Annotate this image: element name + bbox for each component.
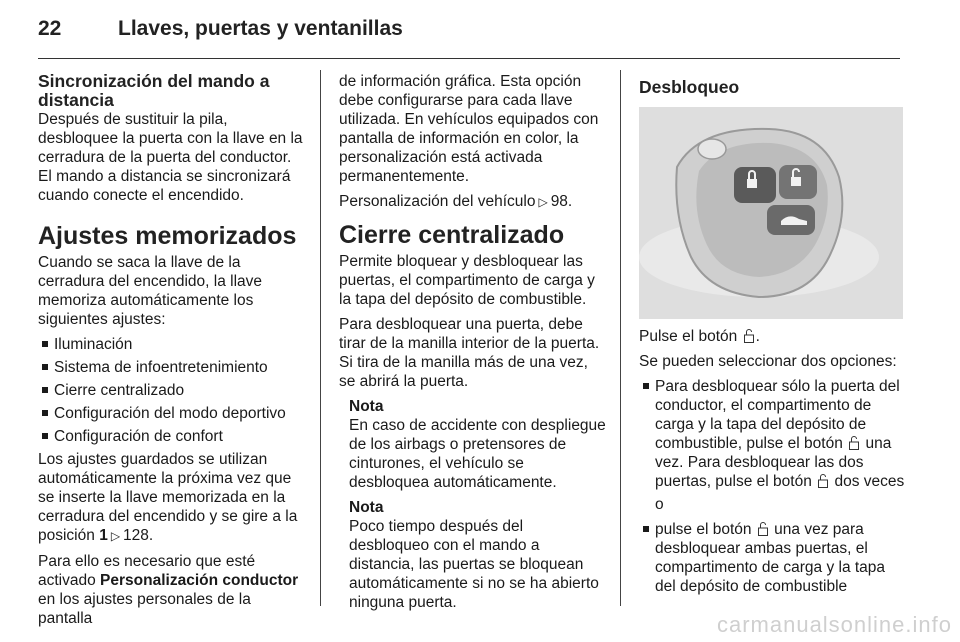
- header-rule: [38, 58, 900, 59]
- note-box: [339, 397, 607, 492]
- list-item: Configuración de confort: [38, 427, 306, 446]
- key-fob-illustration: [639, 107, 903, 319]
- note-label: Nota: [349, 499, 384, 516]
- list-item: Configuración del modo deportivo: [38, 404, 306, 423]
- options-text: Se pueden seleccionar dos opciones:: [639, 353, 897, 370]
- page-reference-link[interactable]: 98.: [550, 193, 573, 210]
- column-divider: [620, 70, 621, 606]
- page-title: Llaves, puertas y ventanillas: [118, 17, 403, 40]
- unlock-options-list: [639, 520, 907, 596]
- column-divider: [320, 70, 321, 606]
- reference-arrow-icon: ▷: [538, 195, 548, 209]
- watermark: carmanualsonline.info: [716, 612, 952, 637]
- activation-text: Para ello es necesario que esté activado Personalización conductor en los ajustes personales de la pantalla: [38, 553, 299, 627]
- reference-arrow-icon: ▷: [110, 529, 121, 543]
- list-item: Sistema de infoentretenimiento: [38, 358, 306, 377]
- sync-heading: Sincronización del mando a distancia: [38, 71, 270, 110]
- unlock-heading: Desbloqueo: [639, 77, 740, 97]
- personalization-ref: Personalización del vehículo ▷ 98.: [339, 193, 573, 210]
- column-middle: [339, 72, 607, 618]
- unlock-options-list: [639, 377, 907, 491]
- central-locking-p1: Permite bloquear y desbloquear las puertas, el compartimento de carga y la tapa del depósito de combustible.: [339, 253, 595, 308]
- note-text: Poco tiempo después del desbloqueo con el mando a distancia, las puertas se bloquean automáticamente si no se ha abierto ninguna puerta.: [349, 518, 599, 611]
- central-locking-heading: Cierre centralizado: [339, 221, 565, 249]
- sync-text: Después de sustituir la pila, desbloquee la puerta con la llave en la cerradura de la puerta del conductor. El mando a distancia se sincronizará cuando conecte el encendido.: [38, 111, 303, 204]
- unlock-icon: [758, 522, 768, 536]
- unlock-icon: [744, 329, 754, 343]
- memorized-intro: Cuando se saca la llave de la cerradura del encendido, la llave memoriza automáticamente los siguientes ajustes:: [38, 254, 263, 328]
- list-item: pulse el botón una vez para desbloquear ambas puertas, el compartimento de carga y la tapa del depósito de combustible: [639, 520, 907, 596]
- unlock-icon: [818, 474, 828, 488]
- central-locking-p2: Para desbloquear una puerta, debe tirar de la manilla interior de la puerta. Si tira de la manilla más de una vez, se abrirá la puerta.: [339, 316, 600, 390]
- page-number: 22: [38, 17, 62, 40]
- list-item: Iluminación: [38, 335, 306, 354]
- list-item: Para desbloquear sólo la puerta del conductor, el compartimento de carga y la tapa del depósito de combustible, pulse el botón una vez. Para desbloquear las dos puertas, pulse el botón dos veces: [639, 377, 907, 491]
- note-box: [339, 498, 607, 612]
- page-reference-link[interactable]: 128.: [123, 527, 154, 544]
- continuation-text: de información gráfica. Esta opción debe configurarse para cada llave utilizada. En vehículos equipados con pantalla de información en color, la personalización está activada permanentemente.: [339, 73, 599, 185]
- unlock-icon: [849, 436, 859, 450]
- press-button-text: Pulse el botón .: [639, 328, 760, 345]
- memorized-settings-heading: Ajustes memorizados: [38, 222, 297, 250]
- note-label: Nota: [349, 398, 384, 415]
- position-number: 1: [99, 527, 108, 544]
- column-left: [38, 72, 306, 634]
- column-right: [639, 72, 907, 600]
- memorized-list: [38, 335, 306, 446]
- or-text: o: [655, 496, 664, 513]
- driver-personalization-label: Personalización conductor: [100, 572, 299, 589]
- page-header: [38, 14, 900, 44]
- list-item: Cierre centralizado: [38, 381, 306, 400]
- note-text: En caso de accidente con despliegue de los airbags o pretensores de cinturones, el vehículo se desbloquea automáticamente.: [349, 417, 606, 491]
- saved-settings-text: Los ajustes guardados se utilizan automáticamente la próxima vez que se inserte la llave memorizada en la cerradura del encendido y se gire a la posición 1 ▷ 128.: [38, 451, 298, 544]
